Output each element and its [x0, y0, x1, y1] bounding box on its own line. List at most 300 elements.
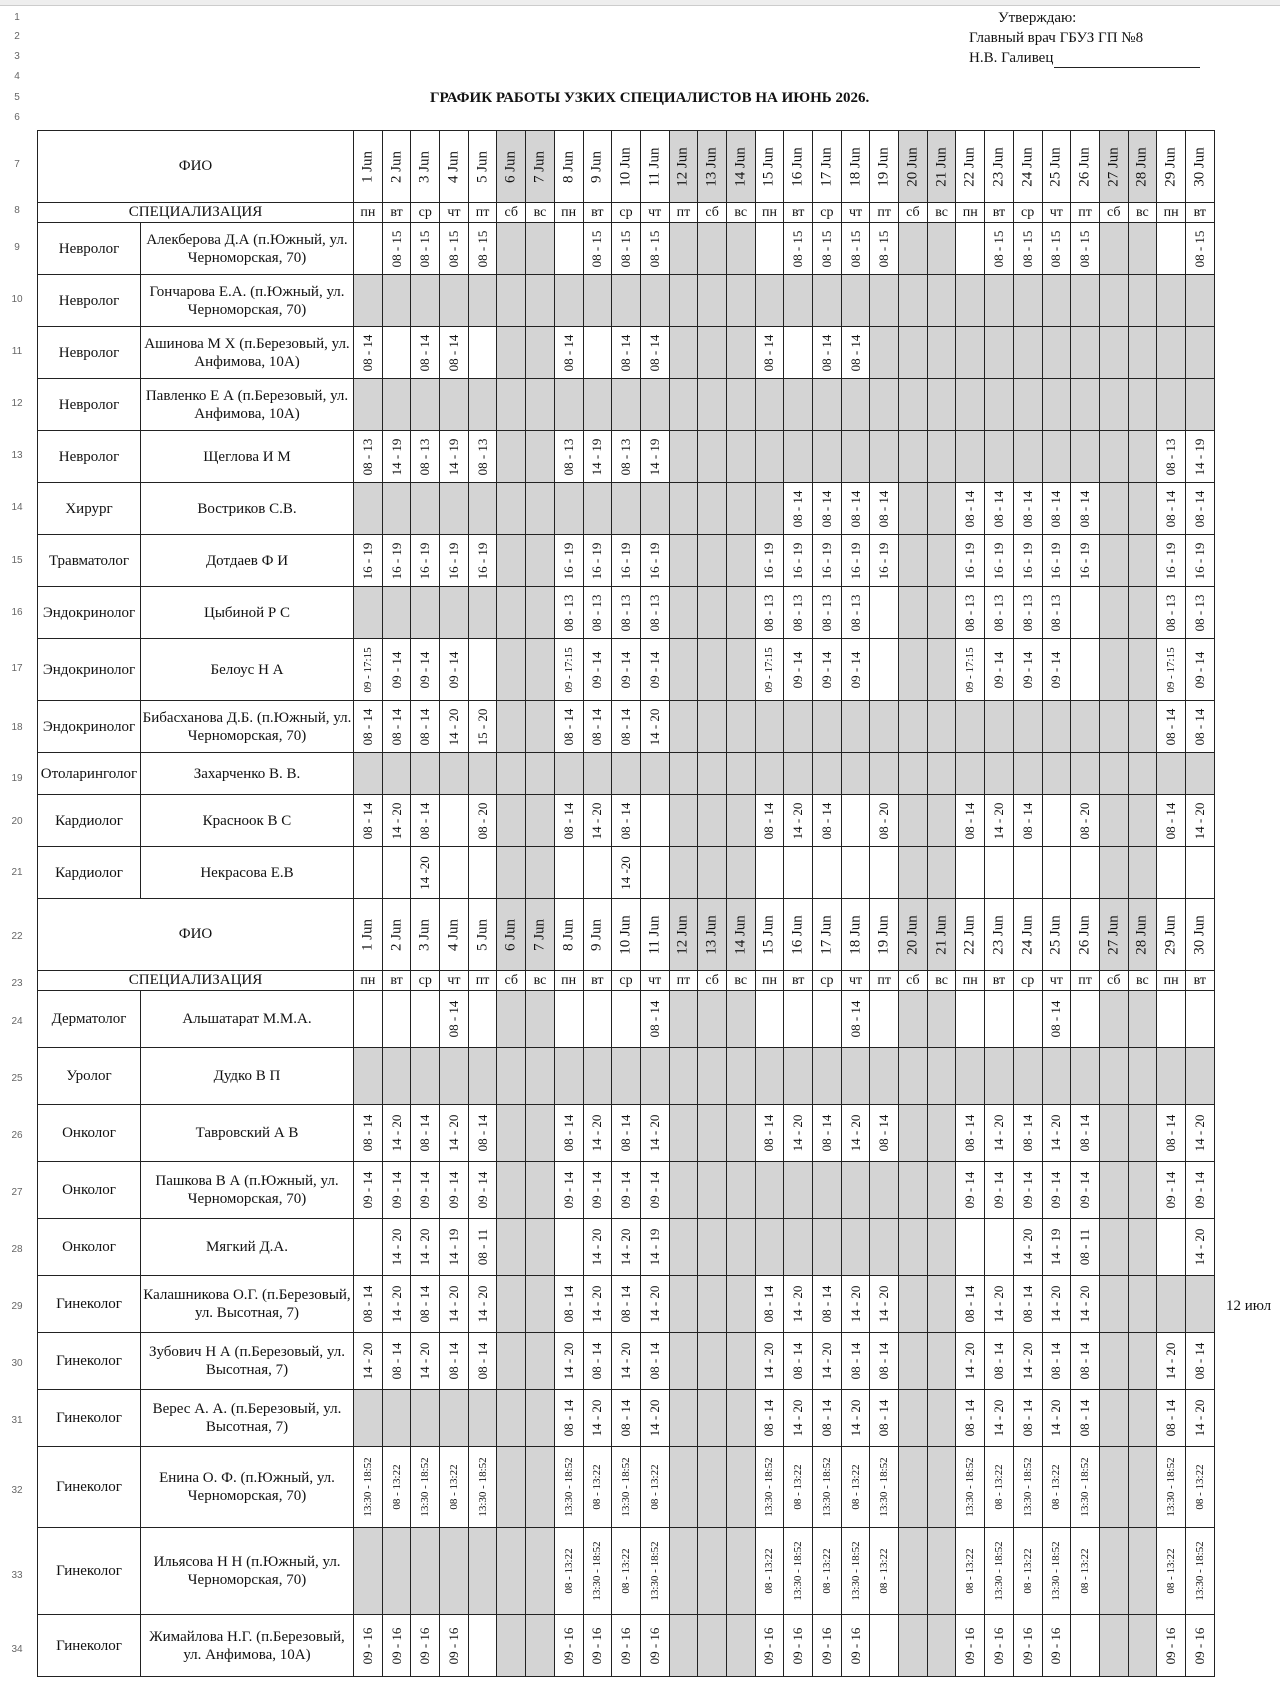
- schedule-cell: [497, 1162, 526, 1219]
- shift-hours: 08 - 13:22: [1050, 1464, 1063, 1510]
- shift-hours: 09 - 16: [618, 1627, 634, 1664]
- date-label: 21 Jun: [933, 914, 950, 955]
- row-number: 8: [14, 205, 20, 216]
- schedule-cell: [985, 223, 1014, 275]
- schedule-cell: [554, 1528, 583, 1615]
- date-label: 29 Jun: [1162, 146, 1179, 187]
- schedule-cell: [698, 1276, 727, 1333]
- schedule-cell: [985, 701, 1014, 753]
- shift-hours: 16 - 19: [1191, 542, 1207, 579]
- schedule-cell: [583, 327, 612, 379]
- weekday-header: пт: [870, 203, 899, 223]
- schedule-cell: [726, 327, 755, 379]
- schedule-cell: [755, 379, 784, 431]
- schedule-cell: [497, 795, 526, 847]
- schedule-cell: [354, 483, 383, 535]
- doctor-name-cell: Захарченко В. В.: [141, 753, 354, 795]
- shift-hours: 09 - 14: [646, 1171, 662, 1209]
- shift-hours: 14 - 20: [1048, 1399, 1064, 1437]
- schedule-cell: [899, 1528, 928, 1615]
- date-header: [1013, 131, 1042, 203]
- schedule-cell: [698, 991, 727, 1048]
- schedule-cell: [640, 1447, 669, 1528]
- schedule-cell: [927, 1447, 956, 1528]
- shift-hours: 14 - 20: [388, 1285, 404, 1323]
- shift-hours: 14 - 20: [990, 1285, 1006, 1323]
- schedule-cell: [755, 535, 784, 587]
- shift-hours: 08 - 14: [790, 490, 806, 527]
- weekday-header: пн: [554, 203, 583, 223]
- shift-hours: 14 - 19: [1191, 438, 1207, 475]
- schedule-cell: [927, 275, 956, 327]
- schedule-cell: [411, 275, 440, 327]
- schedule-cell: [612, 275, 641, 327]
- schedule-cell: [1042, 1276, 1071, 1333]
- schedule-cell: [1071, 847, 1100, 899]
- schedule-cell: [870, 1048, 899, 1105]
- row-number: 3: [14, 51, 20, 62]
- schedule-cell: [813, 379, 842, 431]
- schedule-cell: [640, 223, 669, 275]
- schedule-cell: [1185, 483, 1214, 535]
- specialization-cell: Эндокринолог: [38, 701, 141, 753]
- schedule-cell: [411, 587, 440, 639]
- schedule-cell: [841, 847, 870, 899]
- schedule-cell: [1128, 1276, 1157, 1333]
- row-number: 32: [11, 1485, 23, 1496]
- shift-hours: 08 - 15: [1048, 230, 1064, 267]
- table-row: [38, 1390, 1215, 1447]
- schedule-cell: [640, 1528, 669, 1615]
- shift-hours: 08 - 14: [876, 490, 892, 527]
- shift-hours: 08 - 14: [1019, 1285, 1035, 1323]
- row-number: 22: [11, 931, 23, 942]
- schedule-cell: [1128, 1105, 1157, 1162]
- schedule-cell: [354, 701, 383, 753]
- shift-hours: 13:30 - 18:52: [648, 1541, 661, 1601]
- schedule-cell: [1042, 275, 1071, 327]
- schedule-cell: [755, 701, 784, 753]
- schedule-cell: [841, 795, 870, 847]
- row-number: 29: [11, 1301, 23, 1312]
- date-header: [554, 131, 583, 203]
- schedule-cell: [526, 1390, 555, 1447]
- schedule-cell: [1128, 753, 1157, 795]
- shift-hours: 08 - 15: [646, 230, 662, 267]
- table-row: [38, 795, 1215, 847]
- shift-hours: 08 - 14: [990, 1342, 1006, 1380]
- weekday-header: ср: [612, 971, 641, 991]
- shift-hours: 13:30 - 18:52: [419, 1457, 432, 1517]
- shift-hours: 08 - 13: [1191, 594, 1207, 631]
- shift-hours: 14 - 20: [790, 802, 806, 839]
- date-label: 7 Jun: [531, 150, 548, 183]
- schedule-cell: [640, 795, 669, 847]
- shift-hours: 09 - 16: [1019, 1627, 1035, 1664]
- shift-hours: 08 - 14: [474, 1342, 490, 1380]
- schedule-cell: [669, 1447, 698, 1528]
- shift-hours: 08 - 13: [560, 438, 576, 475]
- schedule-cell: [1157, 795, 1186, 847]
- schedule-cell: [870, 847, 899, 899]
- schedule-cell: [870, 483, 899, 535]
- row-number: 9: [14, 242, 20, 253]
- shift-hours: 08 - 13:22: [1165, 1548, 1178, 1594]
- shift-hours: 09 - 14: [388, 651, 404, 688]
- shift-hours: 08 - 14: [474, 1114, 490, 1152]
- shift-hours: 08 - 14: [761, 334, 777, 371]
- schedule-cell: [1042, 753, 1071, 795]
- schedule-cell: [784, 1615, 813, 1677]
- shift-hours: 08 - 15: [990, 230, 1006, 267]
- schedule-cell: [870, 327, 899, 379]
- schedule-cell: [1128, 795, 1157, 847]
- shift-hours: 14 - 20: [445, 708, 461, 745]
- date-label: 19 Jun: [875, 914, 892, 955]
- schedule-cell: [612, 1276, 641, 1333]
- schedule-cell: [612, 1615, 641, 1677]
- schedule-cell: [468, 379, 497, 431]
- date-header: [1071, 131, 1100, 203]
- row-number: 2: [14, 31, 20, 42]
- shift-hours: 08 - 13: [847, 594, 863, 631]
- schedule-cell: [669, 795, 698, 847]
- schedule-cell: [899, 431, 928, 483]
- schedule-cell: [468, 639, 497, 701]
- shift-hours: 08 - 14: [761, 1399, 777, 1437]
- schedule-cell: [784, 847, 813, 899]
- shift-hours: 13:30 - 18:52: [849, 1541, 862, 1601]
- schedule-cell: [497, 275, 526, 327]
- shift-hours: 09 - 14: [1191, 651, 1207, 688]
- schedule-cell: [698, 1615, 727, 1677]
- schedule-cell: [1157, 431, 1186, 483]
- shift-hours: 09 - 14: [388, 1171, 404, 1209]
- schedule-cell: [1071, 1528, 1100, 1615]
- shift-hours: 13:30 - 18:52: [1193, 1541, 1206, 1601]
- date-label: 6 Jun: [502, 918, 519, 951]
- schedule-cell: [698, 1105, 727, 1162]
- specialization-cell: Травматолог: [38, 535, 141, 587]
- schedule-cell: [899, 535, 928, 587]
- schedule-cell: [382, 1276, 411, 1333]
- schedule-cell: [1071, 379, 1100, 431]
- schedule-cell: [726, 991, 755, 1048]
- weekday-header: вт: [784, 203, 813, 223]
- shift-hours: 14 - 20: [417, 1228, 433, 1266]
- schedule-cell: [1013, 753, 1042, 795]
- schedule-cell: [411, 431, 440, 483]
- schedule-cell: [612, 1390, 641, 1447]
- schedule-cell: [726, 535, 755, 587]
- schedule-cell: [870, 1390, 899, 1447]
- schedule-cell: [985, 753, 1014, 795]
- shift-hours: 08 - 15: [589, 230, 605, 267]
- schedule-cell: [755, 1219, 784, 1276]
- date-header: [497, 899, 526, 971]
- schedule-cell: [440, 1105, 469, 1162]
- schedule-cell: [354, 1390, 383, 1447]
- shift-hours: 09 - 16: [417, 1627, 433, 1664]
- date-label: 20 Jun: [904, 146, 921, 187]
- date-header: [698, 131, 727, 203]
- shift-hours: 08 - 13:22: [792, 1464, 805, 1510]
- schedule-cell: [583, 1105, 612, 1162]
- schedule-cell: [382, 847, 411, 899]
- date-label: 13 Jun: [703, 914, 720, 955]
- schedule-cell: [382, 701, 411, 753]
- schedule-cell: [956, 795, 985, 847]
- schedule-cell: [755, 275, 784, 327]
- schedule-cell: [526, 753, 555, 795]
- schedule-cell: [784, 1333, 813, 1390]
- shift-hours: 09 - 16: [388, 1627, 404, 1664]
- schedule-cell: [1128, 1615, 1157, 1677]
- schedule-cell: [554, 701, 583, 753]
- schedule-cell: [899, 1048, 928, 1105]
- schedule-cell: [612, 483, 641, 535]
- schedule-cell: [899, 1276, 928, 1333]
- schedule-cell: [354, 223, 383, 275]
- schedule-cell: [1013, 1219, 1042, 1276]
- schedule-cell: [784, 1048, 813, 1105]
- schedule-cell: [440, 1219, 469, 1276]
- schedule-cell: [1128, 275, 1157, 327]
- weekday-header: пн: [354, 203, 383, 223]
- shift-hours: 08 - 20: [876, 802, 892, 839]
- schedule-cell: [497, 753, 526, 795]
- schedule-cell: [583, 639, 612, 701]
- schedule-cell: [1099, 223, 1128, 275]
- shift-hours: 14 - 20: [417, 1342, 433, 1380]
- specialization-cell: Отоларинголог: [38, 753, 141, 795]
- schedule-cell: [354, 991, 383, 1048]
- schedule-cell: [669, 275, 698, 327]
- doctor-name-cell: Зубович Н А (п.Березовый, ул. Высотная, 7): [141, 1333, 354, 1390]
- shift-hours: 08 - 14: [847, 1342, 863, 1380]
- date-header: [1071, 899, 1100, 971]
- shift-hours: 16 - 19: [1048, 542, 1064, 579]
- row-number: 14: [11, 502, 23, 513]
- schedule-cell: [554, 795, 583, 847]
- date-label: 25 Jun: [1047, 914, 1064, 955]
- shift-hours: 08 - 11: [1077, 1228, 1093, 1266]
- shift-hours: 14 - 20: [1191, 1228, 1207, 1266]
- table-row: [38, 847, 1215, 899]
- date-header: [784, 899, 813, 971]
- schedule-cell: [583, 1615, 612, 1677]
- date-header: [411, 131, 440, 203]
- schedule-cell: [1071, 1219, 1100, 1276]
- schedule-cell: [1099, 1162, 1128, 1219]
- schedule-cell: [1099, 1105, 1128, 1162]
- schedule-cell: [468, 1105, 497, 1162]
- schedule-cell: [841, 991, 870, 1048]
- shift-hours: 08 - 14: [445, 334, 461, 371]
- specialization-cell: Онколог: [38, 1219, 141, 1276]
- schedule-cell: [1185, 1390, 1214, 1447]
- shift-hours: 08 - 14: [560, 1399, 576, 1437]
- weekday-header: пн: [755, 203, 784, 223]
- schedule-cell: [1013, 483, 1042, 535]
- schedule-cell: [1157, 639, 1186, 701]
- schedule-cell: [956, 275, 985, 327]
- schedule-cell: [698, 275, 727, 327]
- doctor-name-cell: Альшатарат М.М.А.: [141, 991, 354, 1048]
- shift-hours: 08 - 14: [1019, 802, 1035, 839]
- schedule-cell: [1099, 1615, 1128, 1677]
- schedule-cell: [1099, 1219, 1128, 1276]
- date-header: [841, 899, 870, 971]
- date-label: 17 Jun: [818, 914, 835, 955]
- schedule-cell: [870, 1333, 899, 1390]
- shift-hours: 08 - 13:22: [1079, 1548, 1092, 1594]
- specialization-cell: Кардиолог: [38, 847, 141, 899]
- schedule-cell: [956, 1390, 985, 1447]
- schedule-cell: [640, 535, 669, 587]
- schedule-cell: [440, 991, 469, 1048]
- schedule-cell: [985, 847, 1014, 899]
- shift-hours: 08 - 15: [474, 230, 490, 267]
- schedule-cell: [985, 1390, 1014, 1447]
- weekday-header: чт: [841, 203, 870, 223]
- shift-hours: 08 - 15: [445, 230, 461, 267]
- schedule-cell: [1013, 535, 1042, 587]
- shift-hours: 14 - 20: [876, 1285, 892, 1323]
- schedule-cell: [612, 795, 641, 847]
- schedule-cell: [440, 1162, 469, 1219]
- row-number: 27: [11, 1187, 23, 1198]
- table-row: [38, 1162, 1215, 1219]
- schedule-cell: [813, 1528, 842, 1615]
- shift-hours: 08 - 13:22: [390, 1464, 403, 1510]
- date-label: 12 Jun: [674, 146, 691, 187]
- shift-hours: 08 - 20: [1077, 802, 1093, 839]
- schedule-cell: [841, 1447, 870, 1528]
- schedule-cell: [813, 1447, 842, 1528]
- table-row: [38, 535, 1215, 587]
- schedule-cell: [1157, 1447, 1186, 1528]
- shift-hours: 14 - 20: [1191, 802, 1207, 839]
- schedule-cell: [1185, 795, 1214, 847]
- schedule-cell: [1071, 1447, 1100, 1528]
- schedule-cell: [382, 1528, 411, 1615]
- schedule-cell: [1042, 991, 1071, 1048]
- schedule-cell: [1128, 639, 1157, 701]
- schedule-cell: [440, 223, 469, 275]
- shift-hours: 13:30 - 18:52: [562, 1457, 575, 1517]
- schedule-cell: [554, 535, 583, 587]
- shift-hours: 08 - 15: [1019, 230, 1035, 267]
- schedule-cell: [841, 701, 870, 753]
- date-header: [411, 899, 440, 971]
- shift-hours: 08 - 13:22: [964, 1548, 977, 1594]
- schedule-cell: [841, 327, 870, 379]
- schedule-cell: [669, 535, 698, 587]
- schedule-cell: [1099, 275, 1128, 327]
- schedule-cell: [841, 1333, 870, 1390]
- schedule-cell: [669, 1219, 698, 1276]
- schedule-cell: [612, 379, 641, 431]
- date-header: [841, 131, 870, 203]
- date-header: [985, 899, 1014, 971]
- schedule-cell: [784, 753, 813, 795]
- shift-hours: 08 - 20: [474, 802, 490, 839]
- date-header: [1099, 899, 1128, 971]
- schedule-cell: [411, 535, 440, 587]
- shift-hours: 16 - 19: [990, 542, 1006, 579]
- shift-hours: 08 - 14: [1191, 708, 1207, 745]
- schedule-cell: [468, 701, 497, 753]
- schedule-cell: [726, 1276, 755, 1333]
- schedule-cell: [554, 431, 583, 483]
- schedule-cell: [497, 379, 526, 431]
- date-header: [1157, 899, 1186, 971]
- weekday-header: вс: [927, 203, 956, 223]
- schedule-cell: [755, 483, 784, 535]
- specialization-cell: Гинеколог: [38, 1390, 141, 1447]
- schedule-cell: [1099, 847, 1128, 899]
- shift-hours: 09 - 16: [1048, 1627, 1064, 1664]
- schedule-cell: [583, 275, 612, 327]
- schedule-cell: [526, 1219, 555, 1276]
- date-header: [612, 131, 641, 203]
- schedule-cell: [956, 1333, 985, 1390]
- shift-hours: 08 - 14: [618, 708, 634, 745]
- shift-hours: 14 -20: [618, 855, 634, 890]
- schedule-cell: [1157, 753, 1186, 795]
- shift-hours: 08 - 14: [560, 334, 576, 371]
- schedule-cell: [755, 753, 784, 795]
- specialization-cell: Онколог: [38, 1105, 141, 1162]
- weekday-header: пн: [755, 971, 784, 991]
- schedule-cell: [755, 431, 784, 483]
- schedule-cell: [726, 379, 755, 431]
- schedule-cell: [440, 431, 469, 483]
- shift-hours: 16 - 19: [818, 542, 834, 579]
- schedule-cell: [526, 1162, 555, 1219]
- schedule-cell: [526, 847, 555, 899]
- schedule-cell: [784, 1390, 813, 1447]
- shift-hours: 09 - 14: [359, 1171, 375, 1209]
- shift-hours: 08 - 14: [417, 1285, 433, 1323]
- schedule-cell: [870, 639, 899, 701]
- schedule-cell: [755, 1162, 784, 1219]
- schedule-cell: [1013, 1615, 1042, 1677]
- schedule-cell: [1185, 379, 1214, 431]
- shift-hours: 08 - 13:22: [591, 1464, 604, 1510]
- schedule-cell: [1071, 327, 1100, 379]
- schedule-cell: [985, 795, 1014, 847]
- shift-hours: 08 - 14: [646, 1000, 662, 1038]
- weekday-header: пт: [1071, 203, 1100, 223]
- schedule-cell: [583, 1048, 612, 1105]
- schedule-cell: [899, 795, 928, 847]
- schedule-cell: [1128, 991, 1157, 1048]
- schedule-cell: [813, 1390, 842, 1447]
- date-header: [985, 131, 1014, 203]
- schedule-cell: [1157, 535, 1186, 587]
- shift-hours: 14 - 20: [990, 1114, 1006, 1152]
- weekday-header: пн: [956, 971, 985, 991]
- schedule-cell: [813, 535, 842, 587]
- shift-hours: 08 - 13: [417, 438, 433, 475]
- schedule-cell: [440, 1447, 469, 1528]
- schedule-cell: [985, 535, 1014, 587]
- schedule-cell: [1071, 1615, 1100, 1677]
- schedule-cell: [526, 1615, 555, 1677]
- schedule-cell: [899, 483, 928, 535]
